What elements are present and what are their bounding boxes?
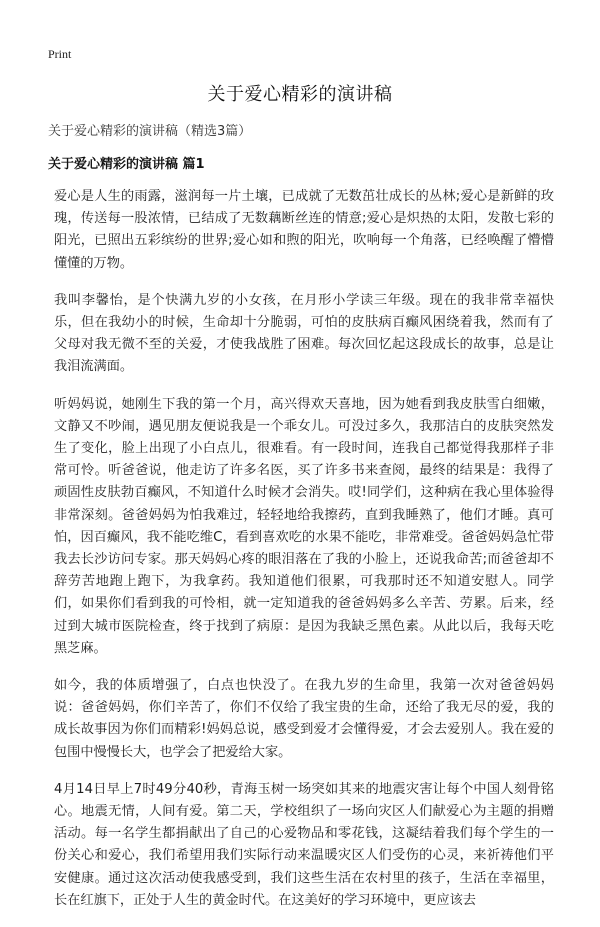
document-body [54,186,554,927]
paragraph: 听妈妈说，她刚生下我的第一个月，高兴得欢天喜地，因为她看到我皮肤雪白细嫩，文静又不吵闹，遇见朋友便说我是一个乖女儿。可没过多久，我那洁白的皮肤突然发生了变化，脸上出现了小白点儿，很难看。有一段时间，连我自己都觉得我那样子非常可怜。听爸爸说，他走访了许多名医，买了许多书来查阅，最终的结果是：我得了顽固性皮肤勃百癫风，不知道什么时候才会消失。哎!同学们，这种病在我心里体验得非常深刻。爸爸妈妈为怕我难过，轻轻地给我擦药，直到我睡熟了，他们才睡。真可怕，因百癫风，我不能吃维C，看到喜欢吃的水果不能吃，非常难受。爸爸妈妈急忙带我去长沙访问专家。那天妈妈心疼的眼泪落在了我的小脸上，还说我命苦;而爸爸却不辞劳苦地跑上跑下，为我拿药。我知道他们很累，可我那时还不知道安慰人。同学们，如果你们看到我的可怜相，就一定知道我的爸爸妈妈多么辛苦、劳累。后来，经过到大城市医院检查，终于找到了病原：是因为我缺乏黑色素。从此以后，我每天吃黑芝麻。 [54,396,554,656]
section-heading: 关于爱心精彩的演讲稿 篇1 [48,157,205,172]
paragraph: 4月14日早上7时49分40秒，青海玉树一场突如其来的地震灾害让每个中国人刻骨铭心。地震无情，人间有爱。第二天，学校组织了一场向灾区人们献爱心为主题的捐赠活动。每一名学生都捐献出了自己的心爱物品和零花钱，这凝结着我们每个学生的一份关心和爱心，我们希望用我们实际行动来温暖灾区人们受伤的心灵，来祈祷他们平安健康。通过这次活动使我感受到，我们这些生活在农村里的孩子，生活在幸福里，长在红旗下，正处于人生的黄金时代。在这美好的学习环境中，更应该去 [54,781,554,908]
document-title: 关于爱心精彩的演讲稿 [207,84,393,105]
paragraph: 爱心是人生的雨露，滋润每一片土壤，已成就了无数茁壮成长的丛林;爱心是新鲜的玫瑰，传送每一股浓情，已结成了无数藕断丝连的情意;爱心是炽热的太阳，发散七彩的阳光，已照出五彩缤纷的世界;爱心如和煦的阳光，吹响每一个角落，已经唤醒了懵懵懂懂的万物。 [54,189,554,271]
paragraph: 我叫李馨怡，是个快满九岁的小女孩，在月形小学读三年级。现在的我非常幸福快乐，但在我幼小的时候，生命却十分脆弱，可怕的皮肤病百癫风困绕着我，然而有了父母对我无微不至的关爱，才使我战胜了困难。每次回忆起这段成长的故事，总是让我泪流满面。 [54,292,554,375]
document-subtitle: 关于爱心精彩的演讲稿（精选3篇） [48,124,252,139]
print-link[interactable]: Print [48,47,72,61]
paragraph: 如今，我的体质增强了，白点也快没了。在我九岁的生命里，我第一次对爸爸妈妈说：爸爸妈妈，你们辛苦了，你们不仅给了我宝贵的生命，还给了我无尽的爱，我的成长故事因为你们而精彩!妈妈总说，感受到爱才会懂得爱，才会去爱别人。我在爱的包围中慢慢长大，也学会了把爱给大家。 [54,678,554,760]
